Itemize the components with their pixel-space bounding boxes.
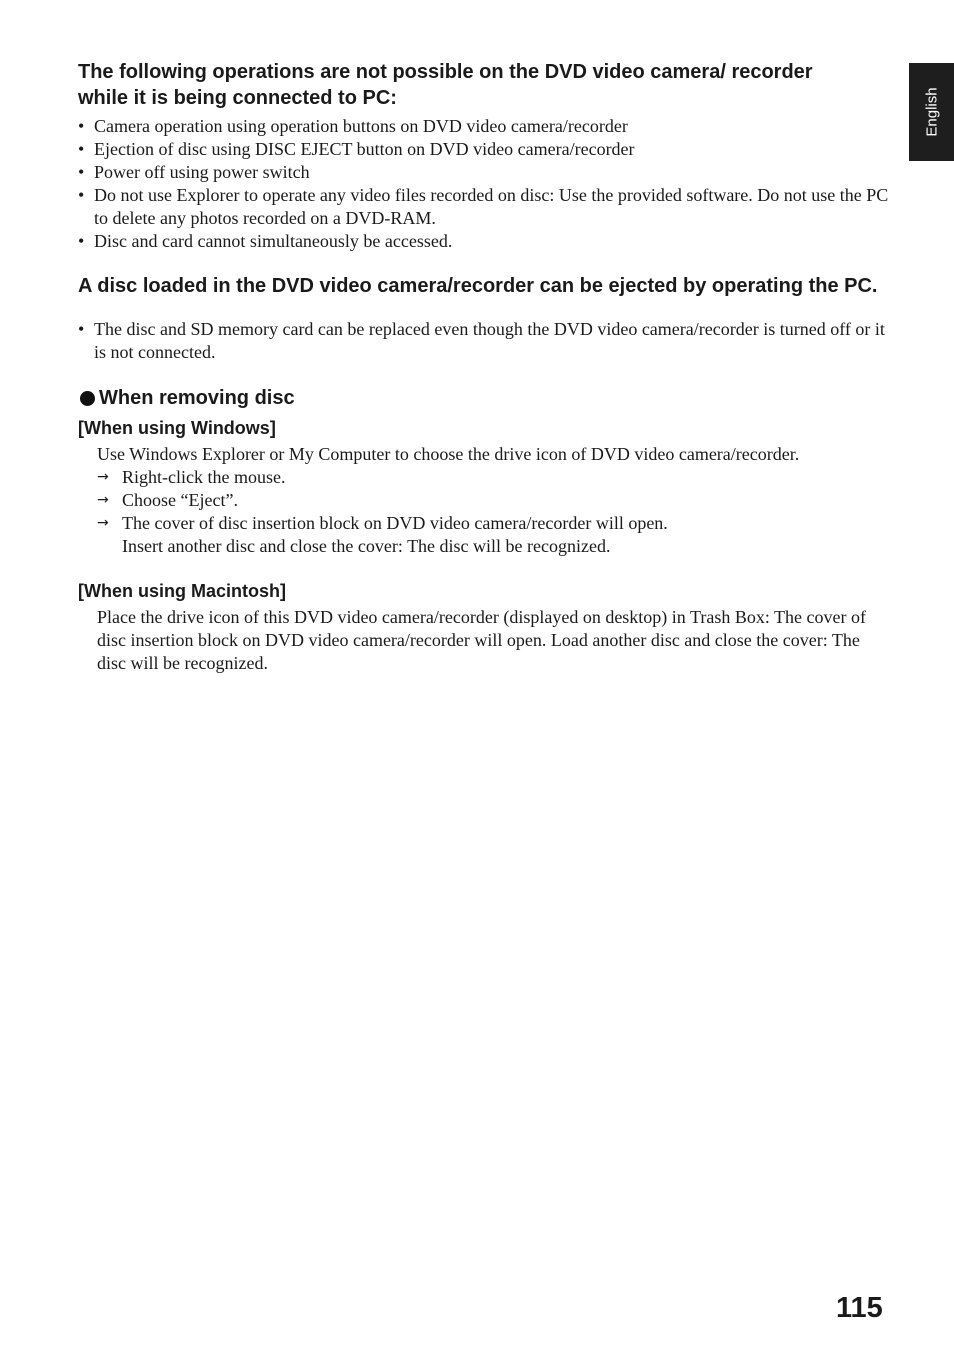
list-item: • Camera operation using operation buttons on DVD video camera/recorder bbox=[78, 116, 628, 136]
bullet-icon: • bbox=[78, 231, 85, 251]
step-item: → Choose “Eject”. bbox=[97, 490, 238, 510]
section-heading-eject-by-pc: A disc loaded in the DVD video camera/recorder can be ejected by operating the PC. bbox=[78, 275, 878, 297]
filled-circle-icon bbox=[80, 391, 95, 406]
list-item: • Disc and card cannot simultaneously be accessed. bbox=[78, 231, 453, 251]
bullet-icon: • bbox=[78, 185, 85, 205]
list-item: • The disc and SD memory card can be replaced even though the DVD video camera/recorder is turned off or it is not connected. bbox=[78, 319, 885, 362]
language-tab bbox=[909, 63, 954, 161]
bullet-icon: • bbox=[78, 162, 85, 182]
section-heading-not-possible: The following operations are not possible on the DVD video camera/ recorder while it is being connected to PC: bbox=[78, 61, 813, 109]
restrictions-list bbox=[78, 115, 890, 253]
eject-notes-list bbox=[78, 318, 890, 364]
arrow-right-icon: → bbox=[97, 515, 109, 531]
subheading-windows: [When using Windows] bbox=[78, 418, 276, 438]
bullet-icon: • bbox=[78, 116, 85, 136]
step-item: → The cover of disc insertion block on DVD video camera/recorder will open. bbox=[97, 513, 668, 533]
section-heading-removing-disc: When removing disc bbox=[78, 386, 295, 410]
windows-steps bbox=[97, 466, 897, 558]
macintosh-text: Place the drive icon of this DVD video camera/recorder (displayed on desktop) in Trash Box: The cover of disc insertion block on DVD video camera/recorder will open. Load another disc and close the cover: The disc will be recognized. bbox=[97, 607, 866, 673]
bullet-icon: • bbox=[78, 319, 85, 339]
arrow-right-icon: → bbox=[97, 492, 109, 508]
language-label: English bbox=[923, 87, 940, 137]
list-item: • Power off using power switch bbox=[78, 162, 310, 182]
page-number: 115 bbox=[836, 1292, 883, 1324]
list-item: • Ejection of disc using DISC EJECT button on DVD video camera/recorder bbox=[78, 139, 635, 159]
arrow-right-icon: → bbox=[97, 469, 109, 485]
subheading-macintosh: [When using Macintosh] bbox=[78, 581, 286, 601]
windows-intro: Use Windows Explorer or My Computer to choose the drive icon of DVD video camera/recorder. bbox=[97, 444, 800, 464]
step-continuation: Insert another disc and close the cover: The disc will be recognized. bbox=[122, 536, 611, 556]
bullet-icon: • bbox=[78, 139, 85, 159]
step-item: → Right-click the mouse. bbox=[97, 467, 286, 487]
list-item: • Do not use Explorer to operate any video files recorded on disc: Use the provided software. Do not use the PC to delete any photos recorded on a DVD-RAM. bbox=[78, 185, 889, 228]
